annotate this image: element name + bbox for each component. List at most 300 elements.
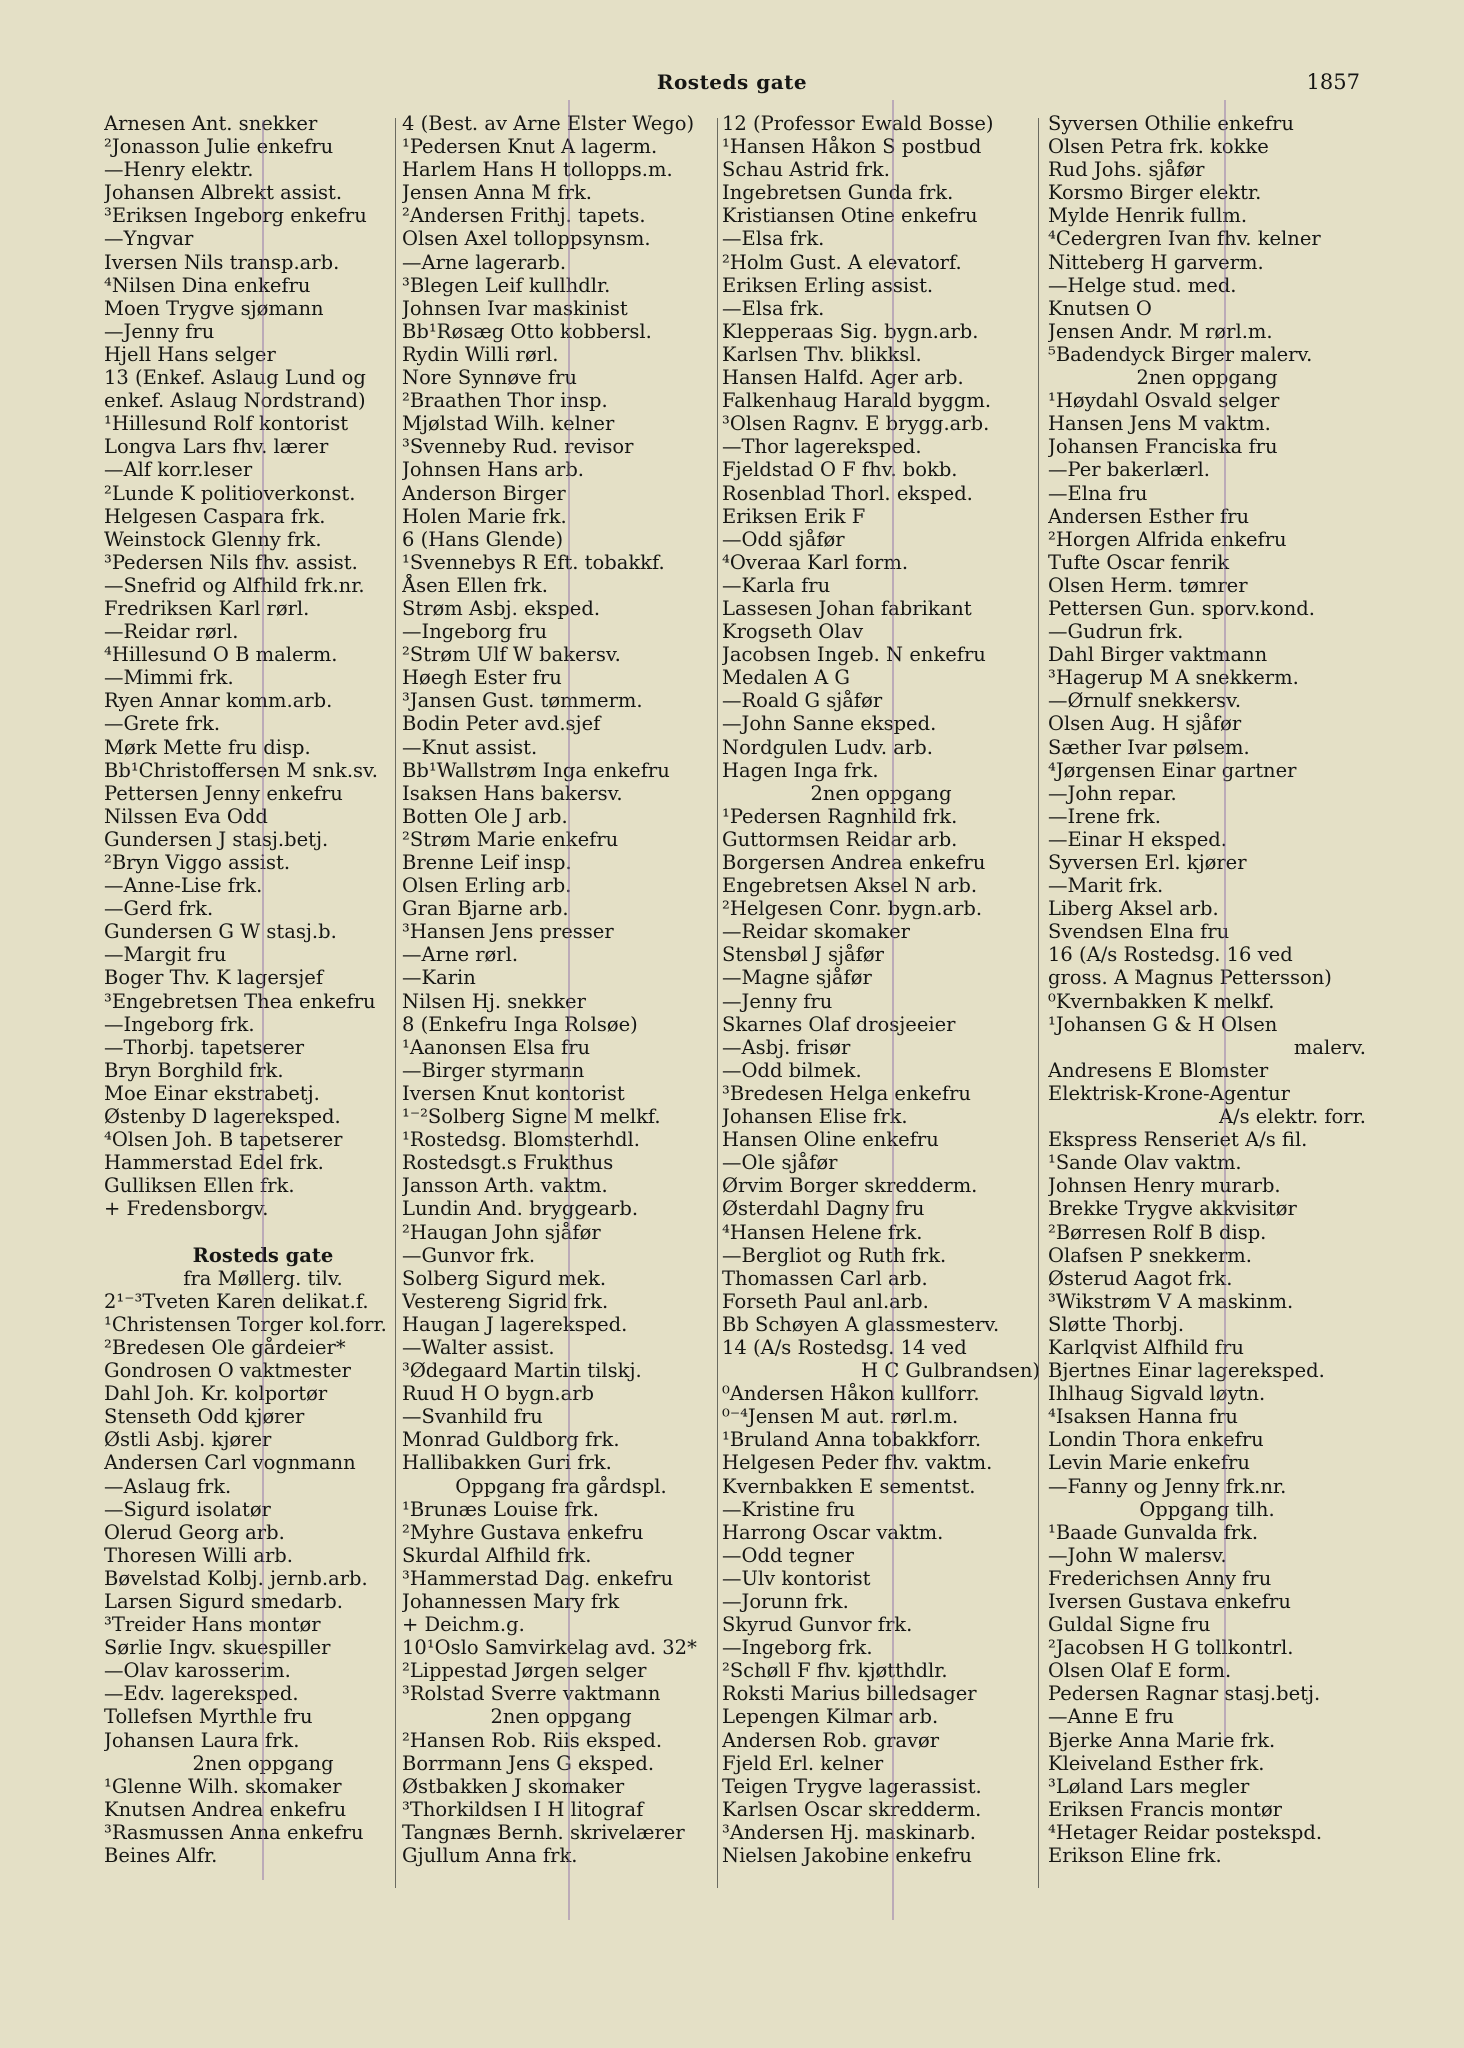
- directory-entry: Pettersen Gun. sporv.kond.: [1048, 596, 1315, 620]
- directory-entry: Oppgang tilh.: [1139, 1497, 1275, 1521]
- directory-entry: —John W malersv.: [1048, 1543, 1227, 1567]
- directory-entry: Lundin And. bryggearb.: [402, 1197, 639, 1221]
- directory-entry: Longva Lars fhv. lærer: [104, 435, 329, 459]
- directory-entry: —Henry elektr.: [104, 158, 254, 182]
- directory-entry: Fjeld Erl. kelner: [722, 1751, 884, 1775]
- directory-entry: A/s elektr. forr.: [1218, 1105, 1366, 1129]
- directory-entry: Hagen Inga frk.: [722, 758, 879, 782]
- directory-entry: ³Ødegaard Martin tilskj.: [402, 1359, 642, 1383]
- directory-entry: —Yngvar: [104, 227, 194, 251]
- directory-entry: —Gerd frk.: [104, 897, 214, 921]
- directory-entry: —Jorunn frk.: [722, 1590, 849, 1613]
- directory-entry: —Margit fru: [104, 943, 227, 967]
- directory-entry: 4 (Best. av Arne Elster Wego): [402, 112, 695, 135]
- directory-entry: Londin Thora enkefru: [1048, 1428, 1264, 1452]
- directory-entry: ¹Brunæs Louise frk.: [402, 1497, 599, 1521]
- directory-entry: ²Strøm Marie enkefru: [402, 827, 619, 851]
- directory-entry: Nitteberg H garverm.: [1048, 250, 1264, 274]
- directory-entry: —Ingeborg frk.: [104, 1012, 255, 1036]
- directory-entry: Eriksen Francis montør: [1048, 1797, 1282, 1821]
- directory-entry: Ihlhaug Sigvald løytn.: [1048, 1382, 1266, 1406]
- directory-entry: Eriksen Erik F: [722, 504, 866, 528]
- directory-entry: Vestereng Sigrid frk.: [402, 1289, 609, 1313]
- directory-entry: Nordgulen Ludv. arb.: [722, 735, 933, 759]
- directory-entry: Olsen Aug. H sjåfør: [1048, 712, 1242, 736]
- directory-entry: —John repar.: [1048, 781, 1177, 805]
- directory-entry: —Anne E fru: [1048, 1705, 1174, 1729]
- directory-entry: Strøm Asbj. eksped.: [402, 596, 601, 620]
- directory-entry: ³Hansen Jens presser: [402, 920, 614, 944]
- directory-entry: Dahl Joh. Kr. kolportør: [104, 1382, 328, 1406]
- directory-entry: Jensen Anna M frk.: [402, 181, 592, 205]
- directory-entry: ²Braathen Thor insp.: [402, 389, 608, 413]
- directory-entry: Johannessen Mary frk: [402, 1590, 620, 1613]
- directory-entry: Borrmann Jens G eksped.: [402, 1751, 655, 1775]
- directory-entry: Rud Johs. sjåfør: [1048, 158, 1205, 182]
- directory-entry: Arnesen Ant. snekker: [104, 112, 318, 135]
- directory-entry: Ørvim Borger skredderm.: [722, 1174, 978, 1198]
- directory-entry: Åsen Ellen frk.: [402, 573, 548, 597]
- directory-entry: Jensen Andr. M rørl.m.: [1048, 319, 1273, 343]
- directory-entry: ¹Johansen G & H Olsen: [1048, 1012, 1278, 1036]
- directory-entry: ³Rasmussen Anna enkefru: [104, 1820, 364, 1844]
- directory-entry: —Karin: [402, 966, 476, 990]
- directory-entry: Korsmo Birger elektr.: [1048, 181, 1262, 205]
- directory-entry: Guttormsen Reidar arb.: [722, 827, 958, 851]
- directory-entry: —Jenny fru: [722, 989, 833, 1013]
- directory-entry: Moe Einar ekstrabetj.: [104, 1081, 320, 1105]
- directory-entry: Bb¹Røsæg Otto kobbersl.: [402, 319, 652, 343]
- directory-entry: Karlsen Oscar skredderm.: [722, 1797, 982, 1821]
- directory-entry: ²Strøm Ulf W bakersv.: [402, 643, 621, 667]
- directory-entry: Syversen Erl. kjører: [1048, 851, 1247, 874]
- directory-entry: Sæther Ivar pølsem.: [1048, 735, 1250, 759]
- directory-entry: —Anne-Lise frk.: [104, 874, 263, 898]
- directory-entry: Andresens E Blomster: [1048, 1058, 1269, 1082]
- directory-entry: + Fredensborgv.: [104, 1197, 269, 1221]
- directory-entry: ³Blegen Leif kullhdlr.: [402, 273, 611, 297]
- directory-entry: Johansen Franciska fru: [1048, 435, 1278, 459]
- directory-entry: Guldal Signe fru: [1048, 1613, 1211, 1637]
- directory-entry: Johansen Laura frk.: [104, 1728, 300, 1752]
- directory-entry: ⁴Overaa Karl form.: [722, 550, 909, 574]
- directory-entry: —Magne sjåfør: [722, 966, 872, 990]
- directory-entry: enkef. Aslaug Nordstrand): [104, 389, 366, 413]
- directory-entry: —Odd sjåfør: [722, 527, 845, 551]
- directory-entry: —Thorbj. tapetserer: [104, 1035, 305, 1059]
- directory-entry: Kleiveland Esther frk.: [1048, 1751, 1265, 1775]
- directory-entry: ³Jansen Gust. tømmerm.: [402, 689, 643, 713]
- directory-entry: Tufte Oscar fenrik: [1048, 550, 1230, 574]
- directory-entry: Jansson Arth. vaktm.: [402, 1174, 608, 1198]
- directory-entry: Syversen Othilie enkefru: [1048, 112, 1294, 135]
- directory-entry: Bjertnes Einar lagereksped.: [1048, 1359, 1325, 1383]
- directory-entry: —Marit frk.: [1048, 874, 1164, 898]
- directory-entry: Bodin Peter avd.sjef: [402, 712, 601, 736]
- directory-entry: ⁵Badendyck Birger malerv.: [1048, 342, 1313, 366]
- pen-mark: [568, 100, 570, 1920]
- directory-entry: —Roald G sjåfør: [722, 689, 883, 713]
- directory-entry: Hammerstad Edel frk.: [104, 1151, 324, 1175]
- directory-entry: ⁴Hetager Reidar postekspd.: [1048, 1820, 1323, 1844]
- directory-entry: Frederichsen Anny fru: [1048, 1566, 1272, 1590]
- directory-entry: Ingebretsen Gunda frk.: [722, 181, 954, 205]
- directory-entry: —Odd bilmek.: [722, 1058, 862, 1082]
- directory-entry: Bb¹Christoffersen M snk.sv.: [104, 758, 378, 782]
- directory-entry: —Olav karosserim.: [104, 1659, 291, 1683]
- directory-entry: —Knut assist.: [402, 735, 538, 759]
- directory-entry: 2nen oppgang: [192, 1751, 334, 1775]
- directory-entry: —Fanny og Jenny frk.nr.: [1048, 1474, 1287, 1498]
- directory-entry: Oppgang fra gårdspl.: [455, 1474, 667, 1498]
- directory-entry: Erikson Eline frk.: [1048, 1844, 1222, 1868]
- directory-entry: ²Holm Gust. A elevatorf.: [722, 250, 962, 274]
- directory-entry: Fredriksen Karl rørl.: [104, 596, 310, 620]
- directory-entry: Weinstock Glenny frk.: [104, 527, 322, 551]
- directory-entry: Teigen Trygve lagerassist.: [722, 1774, 982, 1798]
- directory-entry: Solberg Sigurd mek.: [402, 1266, 607, 1290]
- pen-mark: [262, 120, 264, 1880]
- directory-entry: ³Rolstad Sverre vaktmann: [402, 1682, 661, 1706]
- directory-entry: ²Børresen Rolf B disp.: [1048, 1220, 1267, 1244]
- directory-entry: —Edv. lagereksped.: [104, 1682, 299, 1706]
- directory-entry: Haugan J lagereksped.: [402, 1312, 628, 1336]
- directory-entry: Stenseth Odd kjører: [104, 1405, 305, 1429]
- directory-entry: H C Gulbrandsen): [861, 1359, 1040, 1383]
- directory-entry: Medalen A G: [722, 666, 851, 690]
- directory-entry: Moen Trygve sjømann: [104, 296, 324, 320]
- directory-entry: Østbakken J skomaker: [402, 1774, 625, 1798]
- directory-entry: Ruud H O bygn.arb: [402, 1382, 595, 1406]
- directory-entry: Iversen Nils transp.arb.: [104, 250, 340, 274]
- directory-entry: Johnsen Ivar maskinist: [402, 296, 628, 320]
- directory-entry: —Birger styrmann: [402, 1058, 585, 1082]
- directory-entry: Rydin Willi rørl.: [402, 342, 559, 366]
- directory-entry: Forseth Paul anl.arb.: [722, 1289, 929, 1313]
- directory-entry: Sløtte Thorbj.: [1048, 1312, 1185, 1336]
- directory-entry: ¹Christensen Torger kol.forr.: [104, 1312, 387, 1336]
- directory-entry: —Kristine fru: [722, 1497, 856, 1521]
- directory-entry: —Helge stud. med.: [1048, 273, 1237, 297]
- directory-entry: ³Treider Hans montør: [104, 1613, 321, 1637]
- directory-entry: Harlem Hans H tollopps.m.: [402, 158, 673, 182]
- directory-entry: gross. A Magnus Pettersson): [1048, 966, 1332, 990]
- directory-entry: Levin Marie enkefru: [1048, 1451, 1250, 1475]
- directory-entry: —Aslaug frk.: [104, 1474, 232, 1498]
- directory-entry: —Ingeborg fru: [402, 620, 548, 644]
- directory-entry: + Deichm.g.: [402, 1613, 525, 1637]
- directory-entry: —Irene frk.: [1048, 804, 1161, 828]
- directory-entry: ³Wikstrøm V A maskinm.: [1048, 1289, 1294, 1313]
- directory-entry: Bøvelstad Kolbj. jernb.arb.: [104, 1566, 368, 1590]
- directory-entry: —Reidar skomaker: [722, 920, 910, 944]
- directory-entry: 14 (A/s Rostedsg. 14 ved: [722, 1335, 967, 1359]
- directory-entry: Mylde Henrik fullm.: [1048, 204, 1248, 228]
- directory-entry: ¹Pedersen Ragnhild frk.: [722, 804, 958, 828]
- directory-entry: ²Bredesen Ole gårdeier*: [104, 1335, 346, 1359]
- directory-entry: Holen Marie frk.: [402, 504, 567, 528]
- directory-entry: —Reidar rørl.: [104, 620, 239, 644]
- directory-entry: Olsen Olaf E form.: [1048, 1659, 1232, 1683]
- directory-entry: ²Lunde K politioverkonst.: [104, 481, 356, 505]
- directory-entry: Thoresen Willi arb.: [104, 1543, 293, 1567]
- directory-entry: —Svanhild fru: [402, 1405, 543, 1429]
- directory-entry: Andersen Carl vognmann: [104, 1451, 356, 1475]
- directory-entry: Sørlie Ingv. skuespiller: [104, 1636, 331, 1660]
- directory-entry: Nilssen Eva Odd: [104, 804, 268, 828]
- page-header: [0, 70, 1464, 100]
- directory-entry: ⁴Isaksen Hanna fru: [1048, 1405, 1238, 1429]
- directory-entry: Bb Schøyen A glassmesterv.: [722, 1312, 1000, 1336]
- directory-entry: Gulliksen Ellen frk.: [104, 1174, 295, 1198]
- directory-entry: Botten Ole J arb.: [402, 804, 568, 828]
- directory-entry: Isaksen Hans bakersv.: [402, 781, 623, 805]
- directory-entry: Boger Thv. K lagersjef: [104, 966, 324, 990]
- pen-mark: [1224, 100, 1226, 1740]
- directory-entry: Johnsen Hans arb.: [402, 458, 585, 482]
- directory-entry: Olerud Georg arb.: [104, 1520, 285, 1544]
- directory-entry: ⁰Kvernbakken K melkf.: [1048, 989, 1275, 1013]
- directory-entry: Knutsen Andrea enkefru: [104, 1797, 347, 1821]
- directory-entry: ⁰Andersen Håkon kullforr.: [722, 1382, 980, 1406]
- directory-entry: Pedersen Ragnar stasj.betj.: [1048, 1682, 1321, 1706]
- directory-entry: ²Hansen Rob. Riis eksped.: [402, 1728, 663, 1752]
- directory-entry: Brekke Trygve akkvisitør: [1048, 1197, 1297, 1221]
- directory-entry: Harrong Oscar vaktm.: [722, 1520, 944, 1544]
- directory-entry: Engebretsen Aksel N arb.: [722, 874, 978, 898]
- directory-entry: —Ole sjåfør: [722, 1151, 838, 1175]
- directory-entry: Roksti Marius billedsager: [722, 1682, 977, 1706]
- directory-entry: ⁴Nilsen Dina enkefru: [104, 273, 311, 297]
- pen-mark: [892, 100, 894, 1920]
- directory-entry: Kvernbakken E sementst.: [722, 1474, 976, 1498]
- directory-entry: Rosenblad Thorl. eksped.: [722, 481, 973, 505]
- directory-entry: ¹Rostedsg. Blomsterhdl.: [402, 1128, 640, 1152]
- directory-entry: —Einar H eksped.: [1048, 827, 1227, 851]
- directory-entry: Gundersen G W stasj.b.: [104, 920, 337, 944]
- directory-entry: Kristiansen Otine enkefru: [722, 204, 978, 228]
- directory-entry: ¹Glenne Wilh. skomaker: [104, 1774, 342, 1798]
- directory-entry: Skyrud Gunvor frk.: [722, 1613, 913, 1637]
- directory-entry: ⁴Hansen Helene frk.: [722, 1220, 923, 1244]
- directory-entry: 8 (Enkefru Inga Rolsøe): [402, 1012, 638, 1036]
- directory-entry: Liberg Aksel arb.: [1048, 897, 1219, 921]
- directory-entry: Pettersen Jenny enkefru: [104, 781, 343, 805]
- directory-entry: —Arne lagerarb.: [402, 250, 567, 274]
- directory-entry: Skarnes Olaf drosjeeier: [722, 1012, 956, 1036]
- column-divider: [717, 118, 718, 1888]
- directory-entry: ⁴Cedergren Ivan fhv. kelner: [1048, 227, 1321, 251]
- directory-entry: ³Hagerup M A snekkerm.: [1048, 666, 1299, 690]
- directory-entry: —Asbj. frisør: [722, 1035, 851, 1059]
- directory-entry: Nielsen Jakobine enkefru: [722, 1844, 972, 1868]
- directory-entry: Andersen Rob. gravør: [722, 1728, 940, 1752]
- directory-entry: ²Lippestad Jørgen selger: [402, 1659, 647, 1683]
- directory-entry: Johnsen Henry murarb.: [1048, 1174, 1281, 1198]
- directory-entry: ¹Aanonsen Elsa fru: [402, 1035, 591, 1059]
- directory-entry: —Odd tegner: [722, 1543, 854, 1567]
- directory-entry: ⁴Jørgensen Einar gartner: [1048, 758, 1297, 782]
- page-number: 1857: [1306, 70, 1360, 94]
- directory-entry: 10¹Oslo Samvirkelag avd. 32*: [402, 1636, 697, 1660]
- directory-entry: Østerdahl Dagny fru: [722, 1197, 925, 1221]
- directory-entry: —Arne rørl.: [402, 943, 519, 967]
- directory-entry: Østenby D lagereksped.: [104, 1105, 341, 1129]
- directory-entry: Karlqvist Alfhild fru: [1048, 1335, 1244, 1359]
- directory-entry: ²Haugan John sjåfør: [402, 1220, 601, 1244]
- directory-entry: Johansen Albrekt assist.: [104, 181, 343, 205]
- directory-entry: fra Møllerg. tilv.: [183, 1266, 343, 1290]
- directory-entry: Beines Alfr.: [104, 1844, 218, 1868]
- directory-entry: —Elna fru: [1048, 481, 1148, 505]
- directory-entry: Lassesen Johan fabrikant: [722, 596, 972, 620]
- directory-entry: —Karla fru: [722, 573, 831, 597]
- running-title: Rosteds gate: [656, 70, 808, 94]
- directory-entry: Lepengen Kilmar arb.: [722, 1705, 939, 1729]
- directory-entry: Elektrisk-Krone-Agentur: [1048, 1081, 1290, 1105]
- directory-entry: Borgersen Andrea enkefru: [722, 851, 986, 874]
- directory-entry: ³Bredesen Helga enkefru: [722, 1081, 971, 1105]
- directory-entry: ¹Bruland Anna tobakkforr.: [722, 1428, 982, 1452]
- directory-entry: ¹Svennebys R Eft. tobakkf.: [402, 550, 665, 574]
- directory-entry: ²Bryn Viggo assist.: [104, 851, 291, 874]
- directory-entry: Bb¹Wallstrøm Inga enkefru: [402, 758, 670, 782]
- directory-entry: Thomassen Carl arb.: [722, 1266, 928, 1290]
- directory-entry: 16 (A/s Rostedsg. 16 ved: [1048, 943, 1293, 967]
- directory-entry: —Per bakerlærl.: [1048, 458, 1210, 482]
- directory-column-4: [1048, 112, 1366, 1867]
- directory-entry: 13 (Enkef. Aslaug Lund og: [104, 366, 366, 390]
- directory-entry: Monrad Guldborg frk.: [402, 1428, 620, 1452]
- directory-entry: Iversen Gustava enkefru: [1048, 1590, 1291, 1613]
- directory-entry: 6 (Hans Glende): [402, 527, 564, 551]
- directory-entry: Gondrosen O vaktmester: [104, 1359, 351, 1383]
- directory-entry: ⁴Olsen Joh. B tapetserer: [104, 1128, 343, 1152]
- directory-entry: Olafsen P snekkerm.: [1048, 1243, 1252, 1267]
- directory-entry: 2¹⁻³Tveten Karen delikat.f.: [104, 1289, 369, 1313]
- directory-entry: —Ulv kontorist: [722, 1566, 871, 1590]
- directory-entry: Stensbøl J sjåfør: [722, 943, 884, 967]
- directory-entry: Jacobsen Ingeb. N enkefru: [722, 643, 986, 667]
- directory-entry: Iversen Knut kontorist: [402, 1081, 625, 1105]
- directory-entry: Bryn Borghild frk.: [104, 1058, 284, 1082]
- directory-entry: Olsen Petra frk. kokke: [1048, 135, 1269, 159]
- directory-entry: —Elsa frk.: [722, 296, 825, 320]
- directory-column-3: [722, 112, 1040, 1867]
- directory-entry: Hansen Oline enkefru: [722, 1128, 939, 1152]
- directory-entry: Eriksen Erling assist.: [722, 273, 934, 297]
- directory-entry: Brenne Leif insp.: [402, 851, 572, 874]
- directory-entry: ⁰⁻⁴Jensen M aut. rørl.m.: [722, 1405, 959, 1429]
- directory-entry: ⁴Hillesund O B malerm.: [104, 643, 338, 667]
- directory-entry: Høegh Ester fru: [402, 666, 562, 690]
- directory-entry: Nilsen Hj. snekker: [402, 989, 586, 1013]
- directory-entry: Olsen Axel tolloppsynsm.: [402, 227, 651, 251]
- directory-entry: Østerud Aagot frk.: [1048, 1266, 1233, 1290]
- directory-entry: —Sigurd isolatør: [104, 1497, 271, 1521]
- directory-entry: ³Thorkildsen I H litograf: [402, 1797, 644, 1821]
- directory-entry: ¹Baade Gunvalda frk.: [1048, 1520, 1259, 1544]
- directory-entry: ³Løland Lars megler: [1048, 1774, 1250, 1798]
- directory-entry: —Bergliot og Ruth frk.: [722, 1243, 947, 1267]
- directory-entry: Knutsen O: [1048, 296, 1152, 320]
- directory-entry: —Alf korr.leser: [104, 458, 253, 482]
- directory-entry: Andersen Esther fru: [1048, 504, 1250, 528]
- directory-entry: Dahl Birger vaktmann: [1048, 643, 1268, 667]
- directory-entry: Krogseth Olav: [722, 620, 864, 644]
- directory-entry: Gran Bjarne arb.: [402, 897, 569, 921]
- directory-entry: —Thor lagereksped.: [722, 435, 922, 459]
- directory-entry: —Mimmi frk.: [104, 666, 234, 690]
- directory-entry: malerv.: [1293, 1035, 1366, 1059]
- directory-entry: ²Jonasson Julie enkefru: [104, 135, 334, 159]
- directory-entry: Hjell Hans selger: [104, 342, 276, 366]
- directory-entry: 2nen oppgang: [810, 781, 952, 805]
- directory-entry: Hansen Halfd. Ager arb.: [722, 366, 964, 390]
- directory-entry: ³Eriksen Ingeborg enkefru: [104, 204, 367, 228]
- directory-entry: Nore Synnøve fru: [402, 366, 577, 390]
- directory-entry: —Snefrid og Alfhild frk.nr.: [104, 573, 365, 597]
- directory-entry: Østli Asbj. kjører: [104, 1428, 272, 1452]
- directory-entry: 12 (Professor Ewald Bosse): [722, 112, 994, 135]
- directory-entry: Larsen Sigurd smedarb.: [104, 1590, 343, 1613]
- directory-entry: Johansen Elise frk.: [722, 1105, 908, 1129]
- directory-entry: —Grete frk.: [104, 712, 221, 736]
- directory-entry: ²Horgen Alfrida enkefru: [1048, 527, 1287, 551]
- directory-entry: Tangnæs Bernh. skrivelærer: [402, 1820, 685, 1844]
- directory-entry: —John Sanne eksped.: [722, 712, 937, 736]
- column-divider: [1038, 118, 1039, 1888]
- directory-entry: ³Andersen Hj. maskinarb.: [722, 1820, 976, 1844]
- directory-entry: ²Jacobsen H G tollkontrl.: [1048, 1636, 1294, 1660]
- directory-entry: Bjerke Anna Marie frk.: [1048, 1728, 1276, 1752]
- directory-entry: ¹⁻²Solberg Signe M melkf.: [402, 1105, 661, 1129]
- directory-entry: ¹Pedersen Knut A lagerm.: [402, 135, 658, 159]
- directory-entry: ²Andersen Frithj. tapets.: [402, 204, 646, 228]
- directory-entry: Olsen Herm. tømrer: [1048, 573, 1248, 597]
- directory-entry: ²Myhre Gustava enkefru: [402, 1520, 644, 1544]
- directory-entry: Olsen Erling arb.: [402, 874, 572, 898]
- directory-entry: —Elsa frk.: [722, 227, 825, 251]
- directory-entry: Mørk Mette fru disp.: [104, 735, 311, 759]
- directory-entry: Skurdal Alfhild frk.: [402, 1543, 592, 1567]
- directory-entry: ²Helgesen Conr. bygn.arb.: [722, 897, 983, 921]
- directory-column-2: [402, 112, 720, 1867]
- directory-entry: 2nen oppgang: [1136, 366, 1278, 390]
- directory-entry: ¹Sande Olav vaktm.: [1048, 1151, 1242, 1175]
- directory-entry: Anderson Birger: [402, 481, 566, 505]
- directory-entry: Ekspress Renseriet A/s fil.: [1048, 1128, 1308, 1152]
- directory-entry: ²Schøll F fhv. kjøtthdlr.: [722, 1659, 948, 1683]
- directory-entry: Falkenhaug Harald byggm.: [722, 389, 992, 413]
- directory-entry: Gjullum Anna frk.: [402, 1844, 578, 1868]
- directory-entry: —Jenny fru: [104, 319, 215, 343]
- directory-entry: Klepperaas Sig. bygn.arb.: [722, 319, 979, 343]
- directory-entry: 2nen oppgang: [490, 1705, 632, 1729]
- directory-entry: ³Engebretsen Thea enkefru: [104, 989, 376, 1013]
- directory-entry: —Walter assist.: [402, 1335, 555, 1359]
- directory-entry: ³Svenneby Rud. revisor: [402, 435, 634, 459]
- directory-entry: Ryen Annar komm.arb.: [104, 689, 333, 713]
- directory-entry: ³Olsen Ragnv. E brygg.arb.: [722, 412, 990, 436]
- directory-entry: —Gunvor frk.: [402, 1243, 536, 1267]
- directory-entry: Gundersen J stasj.betj.: [104, 827, 329, 851]
- directory-entry: Hallibakken Guri frk.: [402, 1451, 612, 1475]
- directory-entry: ³Hammerstad Dag. enkefru: [402, 1566, 674, 1590]
- directory-entry: —Ingeborg frk.: [722, 1636, 873, 1660]
- directory-entry: Schau Astrid frk.: [722, 158, 890, 182]
- directory-entry: Helgesen Caspara frk.: [104, 504, 326, 528]
